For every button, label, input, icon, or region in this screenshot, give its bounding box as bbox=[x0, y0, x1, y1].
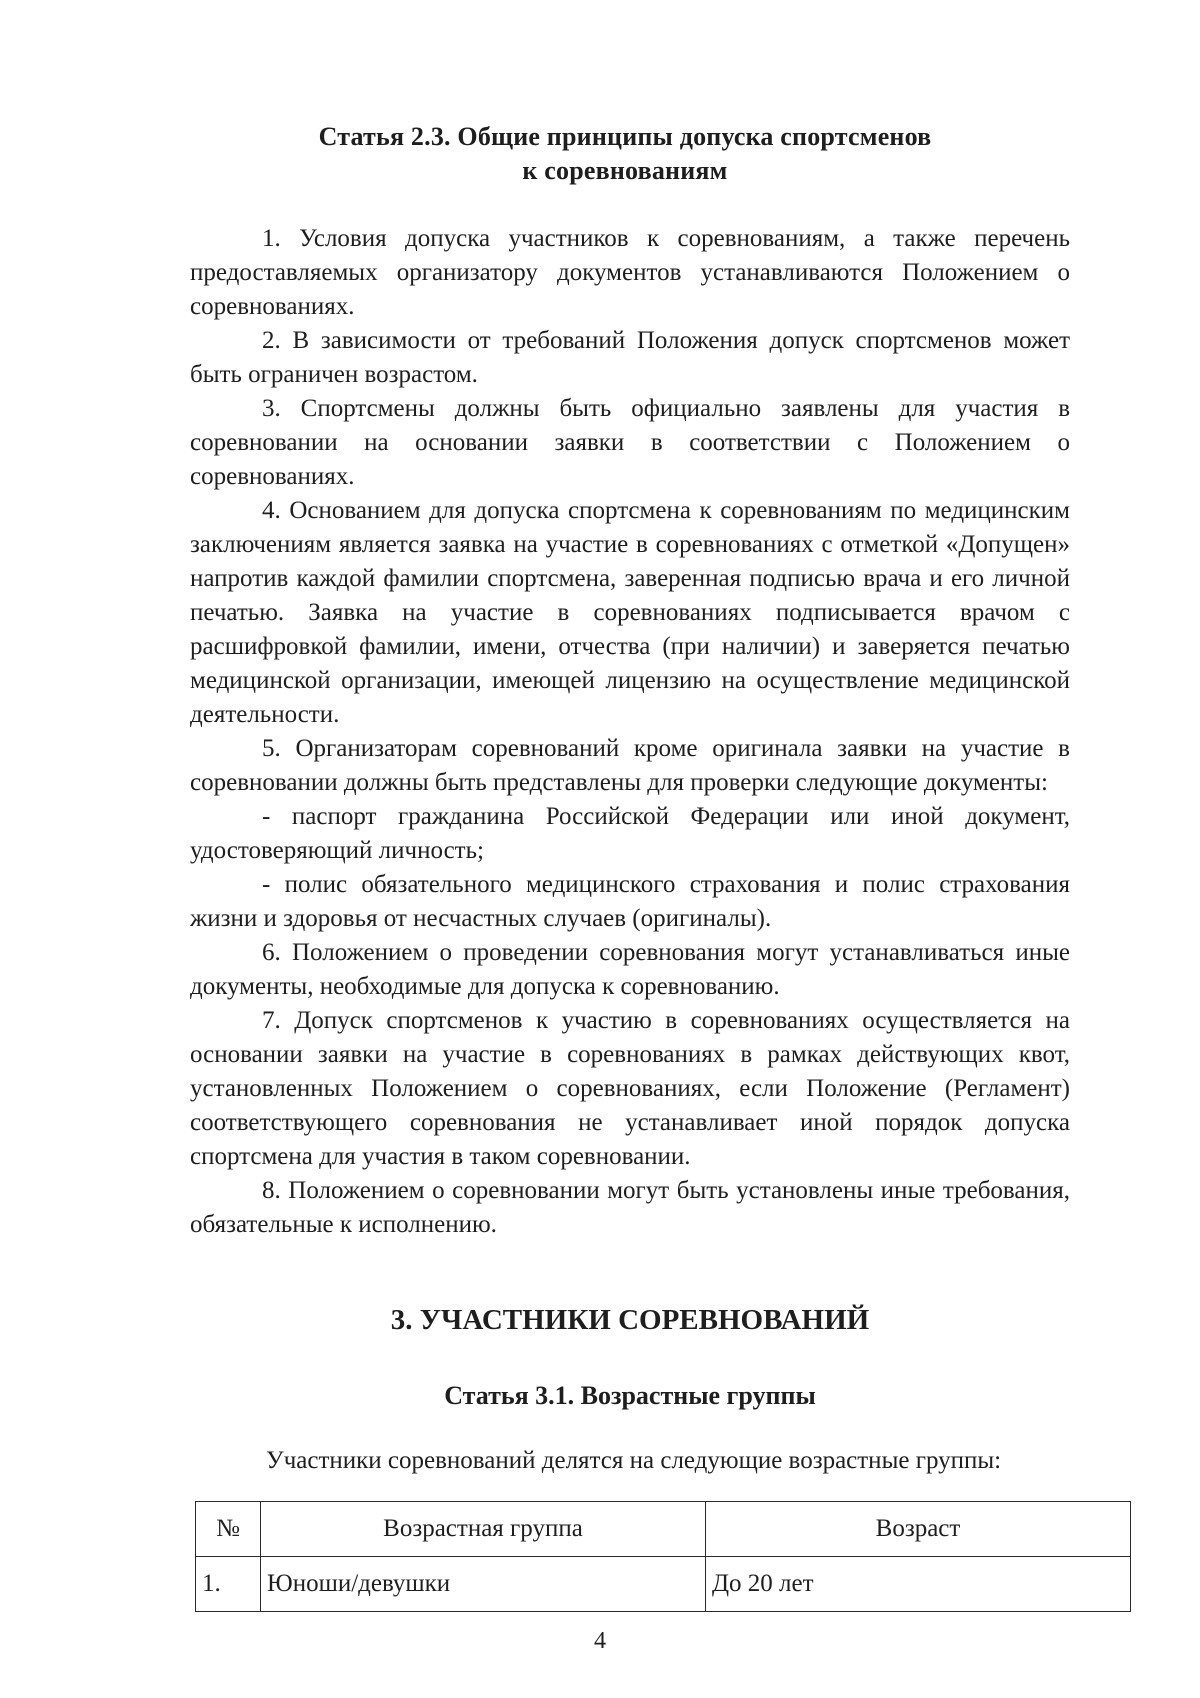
age-groups-table bbox=[195, 1501, 1131, 1612]
paragraph-4: 4. Основанием для допуска спортсмена к соревнованиям по медицинским заключениям является заявка на участие в соревнованиях с отметкой «Допущен» напротив каждой фамилии спортсмена, заверенная подписью врача и его личной печатью. Заявка на участие в соревнованиях подписывается врачом с расшифровкой фамилии, имени, отчества (при наличии) и заверяется печатью медицинской организации, имеющей лицензию на осуществление медицинской деятельности. bbox=[190, 497, 1070, 728]
section-3-title: 3. УЧАСТНИКИ СОРЕВНОВАНИЙ bbox=[390, 1304, 870, 1336]
article-2-3-title bbox=[190, 120, 1060, 188]
paragraph-7: 7. Допуск спортсменов к участию в соревнованиях осуществляется на основании заявки на участие в соревнованиях в рамках действующих квот, установленных Положением о соревнованиях, если Положение (Регламент) соответствующего соревнования не устанавливает иной порядок допуска спортсмена для участия в таком соревновании. bbox=[190, 1007, 1070, 1170]
paragraph-8: 8. Положением о соревновании могут быть установлены иные требования, обязательные к исполнению. bbox=[190, 1177, 1070, 1238]
cell-age-group: Юноши/девушки bbox=[261, 1557, 706, 1612]
table-header-row bbox=[196, 1502, 1131, 1557]
article-title-line-1: Статья 2.3. Общие принципы допуска спортсменов bbox=[318, 122, 932, 151]
table-row bbox=[196, 1557, 1131, 1612]
header-age: Возраст bbox=[706, 1502, 1131, 1557]
list-item-insurance: - полис обязательного медицинского страхования и полис страхования жизни и здоровья от несчастных случаев (оригиналы). bbox=[190, 871, 1070, 932]
header-number: № bbox=[196, 1502, 261, 1557]
age-groups-intro: Участники соревнований делятся на следующие возрастные группы: bbox=[266, 1447, 1002, 1474]
paragraph-1: 1. Условия допуска участников к соревнованиям, а также перечень предоставляемых организатору документов устанавливаются Положением о соревнованиях. bbox=[190, 225, 1070, 320]
paragraph-6: 6. Положением о проведении соревнования могут устанавливаться иные документы, необходимые для допуска к соревнованию. bbox=[190, 939, 1070, 1000]
paragraph-3: 3. Спортсмены должны быть официально заявлены для участия в соревновании на основании заявки в соответствии с Положением о соревнованиях. bbox=[190, 395, 1070, 490]
paragraph-5: 5. Организаторам соревнований кроме оригинала заявки на участие в соревновании должны быть представлены для проверки следующие документы: bbox=[190, 735, 1070, 796]
list-item-passport: - паспорт гражданина Российской Федерации или иной документ, удостоверяющий личность; bbox=[190, 803, 1070, 864]
cell-age: До 20 лет bbox=[706, 1557, 1131, 1612]
article-title-line-2: к соревнованиям bbox=[522, 156, 728, 185]
paragraph-2: 2. В зависимости от требований Положения допуск спортсменов может быть ограничен возрастом. bbox=[190, 327, 1070, 388]
article-2-3-body bbox=[190, 222, 1070, 1242]
page-number: 4 bbox=[594, 1628, 606, 1654]
cell-number: 1. bbox=[196, 1557, 261, 1612]
header-age-group: Возрастная группа bbox=[261, 1502, 706, 1557]
article-3-1-title: Статья 3.1. Возрастные группы bbox=[444, 1381, 816, 1410]
